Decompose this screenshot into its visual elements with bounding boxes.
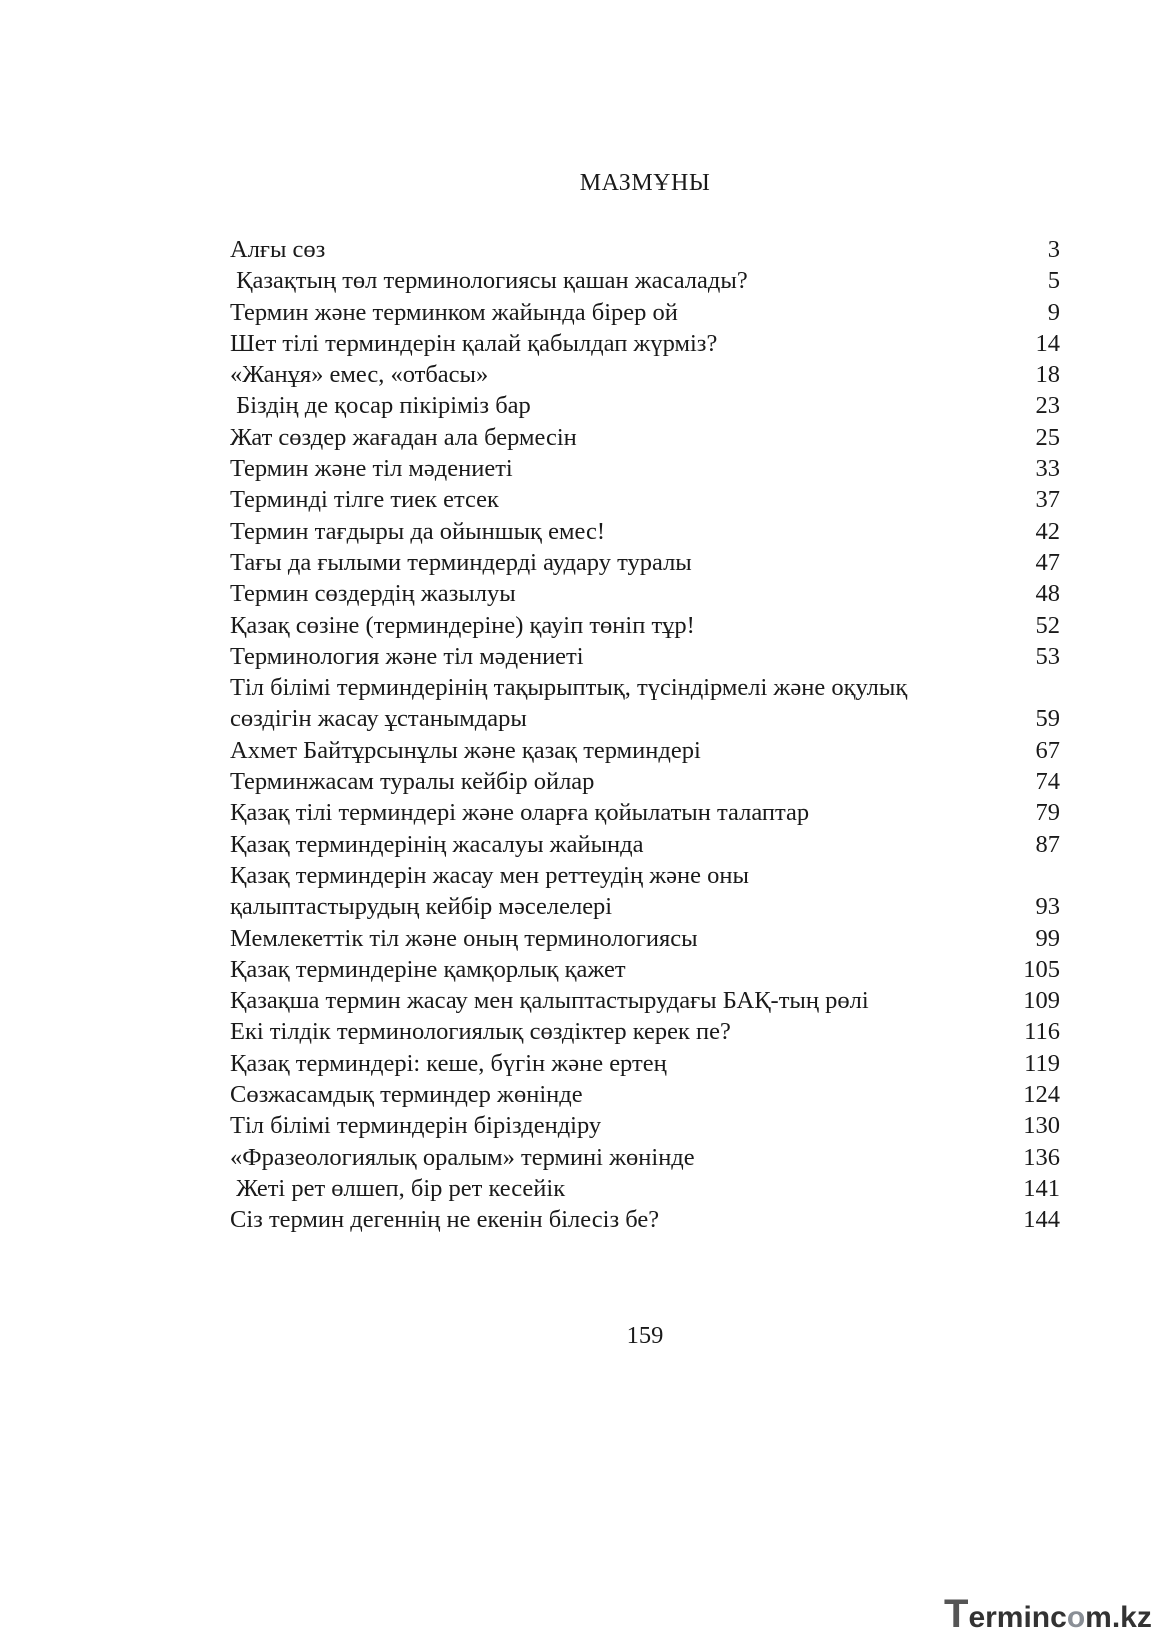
toc-entry-title-line: Мемлекеттік тіл және оның терминологиясы (230, 924, 698, 952)
toc-entry (230, 422, 1060, 453)
toc-entry-title (230, 1048, 980, 1079)
toc-entry-page: 18 (1035, 361, 1060, 389)
toc-entry (230, 766, 1060, 797)
toc-entry-title (230, 547, 980, 578)
toc-entry-page: 5 (1047, 267, 1060, 295)
toc-entry-title (230, 1110, 980, 1141)
toc-entry (230, 1048, 1060, 1079)
toc-entry-title-line: Тіл білімі терминдерінің тақырыптық, түсіндірмелі және оқулық (230, 674, 908, 702)
toc-entry-title (230, 923, 980, 954)
toc-entry (230, 265, 1060, 296)
terminkom-watermark-logo: Termincom.kz (944, 1592, 1152, 1636)
toc-entry-title-line: Сіз термин дегеннің не екенін білесіз бе? (230, 1206, 660, 1234)
toc-entry-title-line: «Жанұя» емес, «отбасы» (230, 361, 489, 389)
toc-entry-title-line: Сөзжасамдық терминдер жөнінде (230, 1081, 583, 1109)
toc-entry (230, 672, 1060, 735)
toc-entry-title (230, 766, 980, 797)
toc-entry (230, 359, 1060, 390)
toc-entry-title (230, 1173, 980, 1204)
table-of-contents (230, 234, 1060, 1236)
toc-entry-page: 99 (1035, 924, 1060, 952)
toc-entry (230, 1110, 1060, 1141)
toc-entry-page: 119 (1024, 1049, 1060, 1077)
toc-entry-title-line: Біздің де қосар пікіріміз бар (230, 392, 531, 420)
toc-entry-title (230, 641, 980, 672)
toc-entry (230, 484, 1060, 515)
toc-entry-title (230, 610, 980, 641)
toc-entry-title-line: Терминді тілге тиек етсек (230, 486, 499, 514)
toc-entry-page: 23 (1035, 392, 1060, 420)
toc-entry-title (230, 297, 980, 328)
toc-entry-title (230, 860, 980, 923)
toc-entry-title (230, 422, 980, 453)
toc-entry-page: 141 (1023, 1174, 1060, 1202)
toc-entry-page: 105 (1023, 955, 1060, 983)
toc-entry (230, 547, 1060, 578)
toc-entry (230, 328, 1060, 359)
toc-entry (230, 641, 1060, 672)
toc-entry (230, 860, 1060, 923)
toc-entry-page: 144 (1023, 1206, 1060, 1234)
toc-entry-title-line: Екі тілдік терминологиялық сөздіктер керек пе? (230, 1018, 731, 1046)
toc-entry-title-line: Тіл білімі терминдерін біріздендіру (230, 1112, 602, 1140)
toc-entry-title-line: Шет тілі терминдерін қалай қабылдап жүрміз? (230, 329, 718, 357)
toc-entry (230, 1079, 1060, 1110)
toc-entry-page: 87 (1035, 830, 1060, 858)
toc-entry-title-line: Терминология және тіл мәдениеті (230, 642, 584, 670)
toc-entry-page: 130 (1023, 1112, 1060, 1140)
toc-entry-title-line: Термин және тіл мәдениеті (230, 455, 513, 483)
toc-entry (230, 390, 1060, 421)
toc-entry (230, 453, 1060, 484)
toc-entry-page: 116 (1024, 1018, 1060, 1046)
toc-entry-page: 59 (1035, 705, 1060, 733)
toc-entry (230, 735, 1060, 766)
toc-entry-title-line: Қазақ терминдеріне қамқорлық қажет (230, 955, 626, 983)
toc-entry-title (230, 484, 980, 515)
toc-entry-title-line: қалыптастырудың кейбір мәселелері (230, 893, 613, 921)
toc-entry (230, 1142, 1060, 1173)
toc-entry-page: 37 (1035, 486, 1060, 514)
toc-entry-title (230, 390, 980, 421)
toc-entry-title-line: Жеті рет өлшеп, бір рет кесейік (230, 1174, 566, 1202)
toc-entry-title (230, 453, 980, 484)
toc-entry-title-line: Термин сөздердің жазылуы (230, 580, 516, 608)
toc-entry-page: 48 (1035, 580, 1060, 608)
toc-entry-title (230, 797, 980, 828)
toc-entry-title (230, 954, 980, 985)
toc-entry-title-line: Алғы сөз (230, 236, 326, 263)
toc-entry-title (230, 328, 980, 359)
toc-entry-title-line: Тағы да ғылыми терминдерді аудару туралы (230, 548, 692, 576)
toc-entry (230, 797, 1060, 828)
toc-entry-title-line: Қазақтың төл терминологиясы қашан жасалады? (230, 267, 748, 295)
page-title: МАЗМҰНЫ (579, 170, 711, 196)
toc-entry-page: 124 (1023, 1081, 1060, 1109)
toc-entry-title-line: Қазақ терминдерінің жасалуы жайында (230, 830, 644, 858)
toc-entry (230, 923, 1060, 954)
toc-entry-page: 74 (1035, 768, 1060, 796)
toc-entry-page: 33 (1035, 455, 1060, 483)
toc-entry-title-line: Жат сөздер жағадан ала бермесін (230, 423, 577, 451)
toc-entry-title-line: Терминжасам туралы кейбір ойлар (230, 768, 595, 796)
toc-entry-title (230, 1016, 980, 1047)
toc-entry (230, 829, 1060, 860)
toc-entry (230, 234, 1060, 265)
toc-entry-page: 109 (1023, 987, 1060, 1015)
toc-entry-page: 42 (1035, 517, 1060, 545)
toc-entry-title-line: Ахмет Байтұрсынұлы және қазақ терминдері (230, 736, 701, 764)
toc-entry-page: 136 (1023, 1143, 1060, 1171)
toc-entry (230, 1016, 1060, 1047)
toc-entry-title (230, 516, 980, 547)
toc-entry-page: 53 (1035, 642, 1060, 670)
toc-entry-title (230, 1079, 980, 1110)
toc-entry-title (230, 672, 980, 735)
toc-entry-title-line: Термин тағдыры да ойыншық емес! (230, 517, 605, 545)
toc-entry-title-line: Қазақ терминдерін жасау мен реттеудің және оны (230, 861, 749, 889)
toc-entry-title-line: Қазақша термин жасау мен қалыптастырудағы БАҚ-тың рөлі (230, 987, 869, 1015)
toc-entry-page: 14 (1035, 329, 1060, 357)
toc-entry-page: 79 (1035, 799, 1060, 827)
toc-entry-title (230, 735, 980, 766)
toc-entry (230, 985, 1060, 1016)
toc-entry-title (230, 985, 980, 1016)
toc-entry-title (230, 1204, 980, 1235)
toc-entry (230, 1173, 1060, 1204)
toc-entry-title (230, 578, 980, 609)
page-number: 159 (626, 1322, 664, 1349)
toc-entry-title-line: Қазақ терминдері: кеше, бүгін және ертең (230, 1049, 667, 1077)
toc-entry-title (230, 234, 980, 265)
toc-entry (230, 297, 1060, 328)
toc-entry-page: 67 (1035, 736, 1060, 764)
toc-entry-page: 25 (1035, 423, 1060, 451)
toc-entry (230, 578, 1060, 609)
toc-entry-title-line: «Фразеологиялық оралым» термині жөнінде (230, 1143, 695, 1171)
toc-entry-page: 3 (1047, 236, 1060, 263)
toc-entry-title-line: сөздігін жасау ұстанымдары (230, 705, 527, 733)
toc-entry (230, 516, 1060, 547)
toc-entry-title-line: Қазақ сөзіне (терминдеріне) қауіп төніп тұр! (230, 611, 695, 639)
toc-entry-title (230, 359, 980, 390)
toc-entry-title (230, 1142, 980, 1173)
toc-entry-title-line: Қазақ тілі терминдері және оларға қойылатын талаптар (230, 799, 810, 827)
toc-entry-title-line: Термин және терминком жайында бірер ой (230, 298, 678, 326)
toc-entry-page: 52 (1035, 611, 1060, 639)
toc-entry (230, 954, 1060, 985)
toc-entry (230, 1204, 1060, 1235)
toc-entry-page: 9 (1047, 298, 1060, 326)
toc-entry-title (230, 829, 980, 860)
toc-entry-title (230, 265, 980, 296)
toc-entry-page: 47 (1035, 548, 1060, 576)
toc-entry-page: 93 (1035, 893, 1060, 921)
toc-entry (230, 610, 1060, 641)
